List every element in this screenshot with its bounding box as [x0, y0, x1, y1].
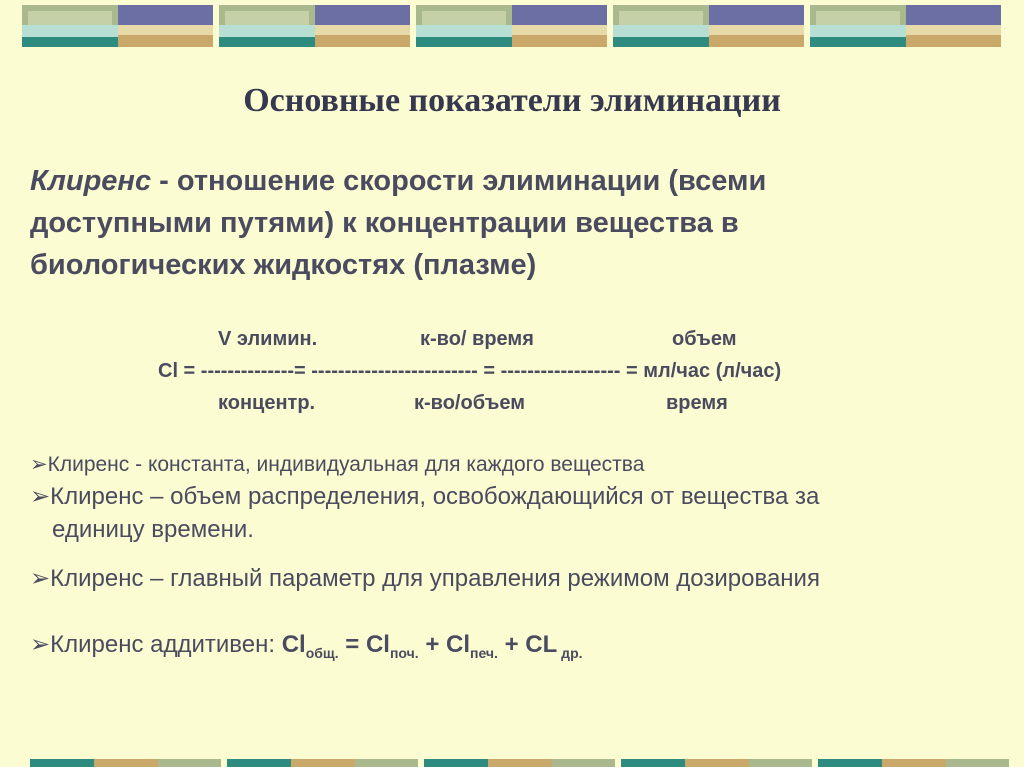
bullet-arrow-icon: ➢	[30, 483, 51, 510]
bullet-item	[30, 482, 819, 511]
cl-renal-subscript: поч.	[389, 645, 419, 661]
formula-numerator-1: V элимин.	[218, 328, 318, 350]
cl-hepatic: Cl	[446, 631, 471, 658]
bottom-decorative-banner	[0, 759, 1024, 767]
plus-sign: +	[418, 631, 447, 658]
banner-tile	[227, 759, 418, 767]
bullet-text: Клиренс - константа, индивидуальная для каждого вещества	[47, 453, 645, 476]
bullet-arrow-icon: ➢	[30, 565, 51, 592]
clearance-definition	[30, 160, 930, 286]
formula-numerator-2: к-во/ время	[420, 328, 534, 350]
bullet-item	[30, 564, 820, 593]
banner-tile	[219, 5, 410, 47]
bullet-continuation: единицу времени.	[52, 516, 254, 543]
formula-denominator-2: к-во/объем	[414, 392, 526, 414]
formula-denominator-3: время	[666, 392, 728, 414]
banner-tile	[30, 759, 221, 767]
formula-fraction-line: Cl = --------------= ------------------------- = ------------------ = мл/час (л/час)	[158, 360, 782, 382]
bullet-arrow-icon: ➢	[30, 631, 51, 658]
equals-sign: =	[338, 631, 366, 658]
banner-tile	[424, 759, 615, 767]
bullet-arrow-icon: ➢	[30, 453, 48, 476]
cl-renal: Cl	[365, 631, 390, 658]
bullet-item	[30, 452, 644, 477]
slide-title: Основные показатели элиминации	[243, 82, 781, 119]
definition-text: - отношение скорости элиминации (всеми доступными путями) к концентрации вещества в биологических жидкостях (плазме)	[30, 165, 767, 281]
cl-total: Cl	[281, 631, 306, 658]
cl-other: CL	[525, 631, 558, 658]
bullet-item-additive	[30, 630, 583, 661]
banner-tile	[416, 5, 607, 47]
banner-tile	[22, 5, 213, 47]
banner-tile	[621, 759, 812, 767]
cl-hepatic-subscript: печ.	[470, 645, 498, 661]
cl-other-subscript: др.	[557, 645, 583, 661]
formula-numerator-3: объем	[672, 328, 737, 350]
top-decorative-banner	[0, 5, 1024, 47]
formula-denominator-1: концентр.	[218, 392, 316, 414]
definition-term: Клиренс	[30, 165, 152, 197]
banner-tile	[613, 5, 804, 47]
bullet-text: Клиренс – главный параметр для управления режимом дозирования	[50, 565, 820, 592]
plus-sign: +	[497, 631, 526, 658]
banner-tile	[810, 5, 1001, 47]
cl-total-subscript: общ.	[305, 645, 339, 661]
banner-tile	[818, 759, 1009, 767]
additive-prefix: Клиренс аддитивен:	[50, 631, 282, 658]
bullet-text: Клиренс – объем распределения, освобождающийся от вещества за	[50, 483, 820, 510]
